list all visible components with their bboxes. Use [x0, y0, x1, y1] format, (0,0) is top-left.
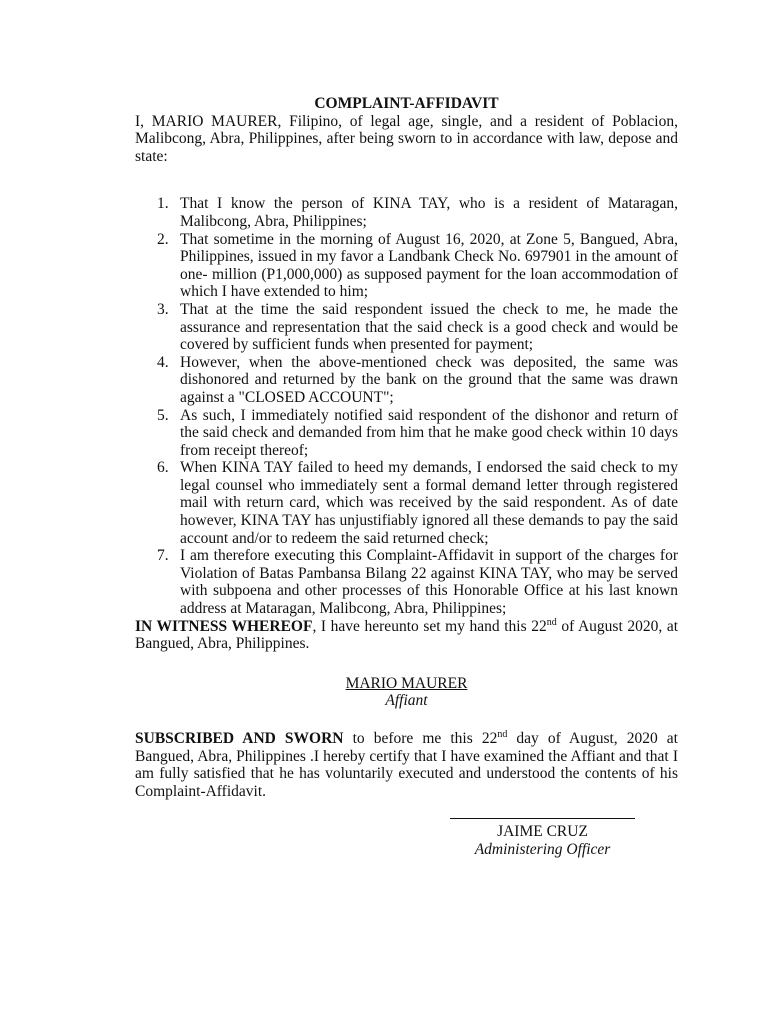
item-number: 4.: [157, 353, 169, 371]
affidavit-body: [135, 95, 678, 859]
jurat-paragraph: [135, 730, 678, 800]
allegations-list: [135, 195, 678, 617]
witness-lead: IN WITNESS WHEREOF: [135, 617, 313, 635]
intro-paragraph: I, MARIO MAURER, Filipino, of legal age, single, and a resident of Poblacion, Malibcong, Abra, Philippines, after being sworn to in accordance with law, depose and state:: [135, 112, 678, 165]
jurat-text-after: day of August, 2020 at Bangued, Abra, Philippines .I hereby certify that I have examined the Affiant and that I am fully satisfied that he has voluntarily executed and understood the contents of his Complaint-Affidavit.: [135, 730, 678, 800]
list-item: [135, 407, 678, 460]
item-number: 6.: [157, 459, 169, 477]
item-text: That at the time the said respondent issued the check to me, he made the assurance and representation that the said check is a good check and would be covered by sufficient funds when presented for payment;: [180, 300, 678, 354]
item-number: 3.: [157, 300, 169, 318]
list-item: [135, 301, 678, 354]
item-text: However, when the above-mentioned check was deposited, the same was dishonored and returned by the bank on the ground that the same was drawn against a "CLOSED ACCOUNT";: [180, 353, 678, 406]
item-text: I am therefore executing this Complaint-Affidavit in support of the charges for Violation of Batas Pambansa Bilang 22 against KINA TAY, who may be served with subpoena and other processes of this Honorable Office at his last known address at Mataragan, Malibcong, Abra, Philippines;: [180, 547, 678, 618]
officer-name: JAIME CRUZ: [497, 823, 588, 841]
list-item: [135, 231, 678, 301]
list-item: [135, 354, 678, 407]
item-text: When KINA TAY failed to heed my demands, I endorsed the said check to my legal counsel who immediately sent a formal demand letter through registered mail with return card, which was received by the said respondent. As of date however, KINA TAY has unjustifiably ignored all these demands to pay the said account and/or to redeem the said returned check;: [180, 459, 678, 547]
jurat-lead: SUBSCRIBED AND SWORN: [135, 730, 344, 747]
witness-text-after: of August 2020, at Bangued, Abra, Philippines.: [135, 617, 679, 653]
list-item: [135, 547, 678, 617]
signature-line: [450, 810, 635, 819]
officer-signature-block: [450, 810, 635, 858]
item-text: As such, I immediately notified said respondent of the dishonor and return of the said check and demanded from him that he make good check within 10 days from receipt thereof;: [180, 406, 678, 459]
item-number: 5.: [157, 406, 169, 424]
jurat-ordinal-suffix: nd: [497, 729, 508, 740]
item-text: That I know the person of KINA TAY, who is a resident of Mataragan, Malibcong, Abra, Philippines;: [180, 195, 678, 230]
document-title: COMPLAINT-AFFIDAVIT: [314, 95, 499, 112]
list-item: [135, 459, 678, 547]
item-text: That sometime in the morning of August 16, 2020, at Zone 5, Bangued, Abra, Philippines, issued in my favor a Landbank Check No. 697901 in the amount of one- million (P1,000,000) as supposed payment for the loan accommodation of which I have extended to him;: [180, 230, 678, 301]
list-item: [135, 195, 678, 230]
item-number: 1.: [157, 195, 169, 213]
affiant-signature-block: [135, 675, 678, 710]
officer-role: Administering Officer: [474, 840, 611, 858]
affiant-name: MARIO MAURER: [345, 674, 468, 692]
jurat-text-before: to before me this 22: [343, 730, 498, 747]
item-number: 2.: [157, 230, 169, 248]
witness-text-before: , I have hereunto set my hand this 22: [312, 617, 547, 635]
witness-ordinal-suffix: nd: [546, 616, 557, 628]
affiant-role: Affiant: [385, 692, 428, 710]
item-number: 7.: [157, 547, 169, 565]
witness-paragraph: [135, 618, 678, 653]
